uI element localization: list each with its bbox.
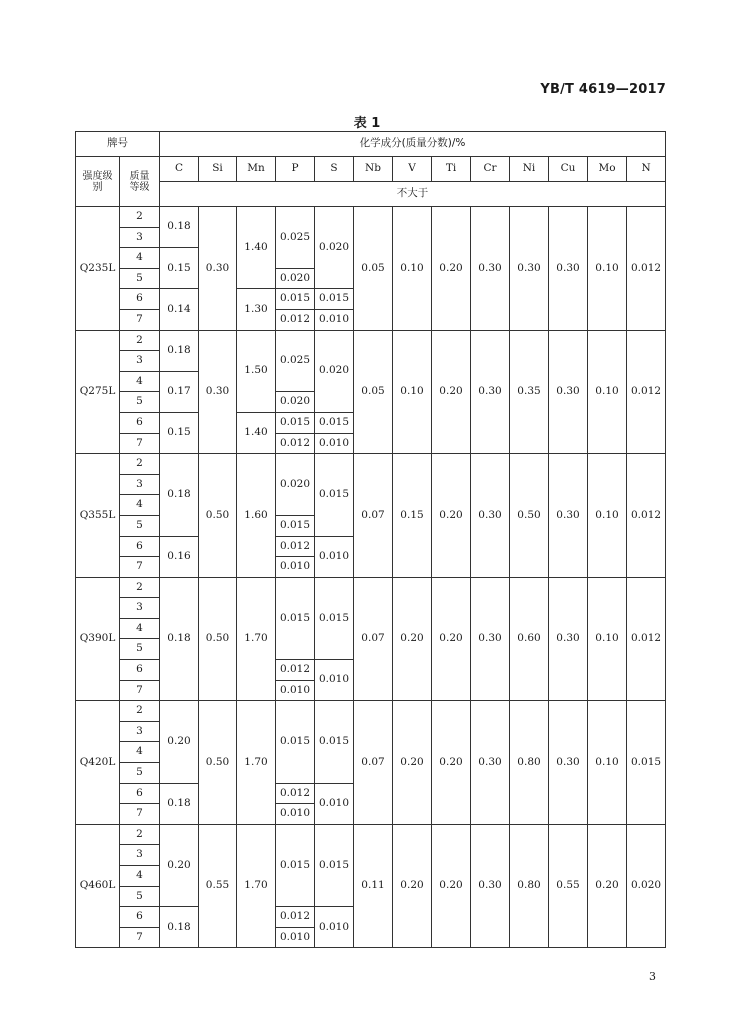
si-value-cell: 0.30 (199, 330, 237, 454)
s-value-cell: 0.015 (315, 454, 354, 536)
v-value-cell: 0.20 (393, 824, 432, 948)
n-value-cell: 0.020 (627, 824, 666, 948)
c-value-cell: 0.17 (160, 371, 199, 412)
c-value-cell: 0.18 (160, 207, 199, 248)
ni-value-cell: 0.35 (510, 330, 549, 454)
grade-cell: 6 (120, 412, 160, 433)
grade-cell: 3 (120, 721, 160, 742)
grade-cell: 4 (120, 866, 160, 887)
table-row (76, 824, 666, 845)
mo-value-cell: 0.10 (588, 577, 627, 701)
ti-value-cell: 0.20 (432, 330, 471, 454)
grade-cell: 4 (120, 618, 160, 639)
grade-cell: 2 (120, 330, 160, 351)
brand-cell: Q390L (76, 577, 120, 701)
brand-cell: Q275L (76, 330, 120, 454)
c-value-cell: 0.20 (160, 701, 199, 783)
p-value-cell: 0.012 (276, 907, 315, 928)
n-value-cell: 0.012 (627, 330, 666, 454)
grade-cell: 2 (120, 701, 160, 722)
si-value-cell: 0.30 (199, 207, 237, 331)
header-not-greater: 不大于 (160, 182, 666, 207)
n-value-cell: 0.012 (627, 207, 666, 331)
s-value-cell: 0.015 (315, 701, 354, 783)
grade-cell: 7 (120, 804, 160, 825)
table-row (76, 577, 666, 598)
chemical-composition-table (75, 131, 666, 948)
header-element: C (160, 157, 199, 182)
grade-cell: 7 (120, 927, 160, 948)
p-value-cell: 0.010 (276, 927, 315, 948)
s-value-cell: 0.015 (315, 289, 354, 310)
s-value-cell: 0.015 (315, 577, 354, 659)
header-element: P (276, 157, 315, 182)
n-value-cell: 0.015 (627, 701, 666, 825)
header-element: V (393, 157, 432, 182)
cr-value-cell: 0.30 (471, 454, 510, 578)
mo-value-cell: 0.10 (588, 454, 627, 578)
nb-value-cell: 0.11 (354, 824, 393, 948)
grade-cell: 4 (120, 371, 160, 392)
p-value-cell: 0.015 (276, 701, 315, 783)
s-value-cell: 0.010 (315, 433, 354, 454)
cr-value-cell: 0.30 (471, 207, 510, 331)
table-row (76, 454, 666, 475)
p-value-cell: 0.025 (276, 330, 315, 392)
grade-cell: 3 (120, 227, 160, 248)
si-value-cell: 0.55 (199, 824, 237, 948)
page-number: 3 (649, 970, 656, 983)
header-brand: 牌号 (76, 132, 160, 157)
mn-value-cell: 1.40 (237, 207, 276, 289)
p-value-cell: 0.012 (276, 433, 315, 454)
header-chem: 化学成分(质量分数)/% (160, 132, 666, 157)
p-value-cell: 0.012 (276, 309, 315, 330)
ti-value-cell: 0.20 (432, 824, 471, 948)
si-value-cell: 0.50 (199, 701, 237, 825)
header-element: Ni (510, 157, 549, 182)
grade-cell: 7 (120, 433, 160, 454)
s-value-cell: 0.010 (315, 907, 354, 948)
cr-value-cell: 0.30 (471, 577, 510, 701)
ti-value-cell: 0.20 (432, 701, 471, 825)
ni-value-cell: 0.30 (510, 207, 549, 331)
ti-value-cell: 0.20 (432, 207, 471, 331)
cu-value-cell: 0.30 (549, 330, 588, 454)
header-row-2 (76, 157, 666, 182)
grade-cell: 7 (120, 557, 160, 578)
grade-cell: 5 (120, 268, 160, 289)
grade-cell: 2 (120, 577, 160, 598)
nb-value-cell: 0.05 (354, 330, 393, 454)
p-value-cell: 0.025 (276, 207, 315, 269)
mn-value-cell: 1.70 (237, 824, 276, 948)
ni-value-cell: 0.80 (510, 701, 549, 825)
s-value-cell: 0.010 (315, 783, 354, 824)
mo-value-cell: 0.10 (588, 207, 627, 331)
mo-value-cell: 0.20 (588, 824, 627, 948)
p-value-cell: 0.010 (276, 804, 315, 825)
p-value-cell: 0.020 (276, 392, 315, 413)
c-value-cell: 0.20 (160, 824, 199, 906)
table-row (76, 701, 666, 722)
header-quality: 质量等级 (120, 157, 160, 207)
ni-value-cell: 0.80 (510, 824, 549, 948)
p-value-cell: 0.015 (276, 824, 315, 906)
v-value-cell: 0.10 (393, 330, 432, 454)
grade-cell: 4 (120, 495, 160, 516)
c-value-cell: 0.15 (160, 248, 199, 289)
header-element: Mn (237, 157, 276, 182)
table-row (76, 330, 666, 351)
grade-cell: 7 (120, 680, 160, 701)
s-value-cell: 0.015 (315, 412, 354, 433)
ni-value-cell: 0.60 (510, 577, 549, 701)
grade-cell: 2 (120, 824, 160, 845)
grade-cell: 2 (120, 454, 160, 475)
nb-value-cell: 0.05 (354, 207, 393, 331)
c-value-cell: 0.14 (160, 289, 199, 330)
cr-value-cell: 0.30 (471, 330, 510, 454)
p-value-cell: 0.015 (276, 577, 315, 659)
mn-value-cell: 1.70 (237, 701, 276, 825)
grade-cell: 7 (120, 309, 160, 330)
cu-value-cell: 0.30 (549, 454, 588, 578)
si-value-cell: 0.50 (199, 454, 237, 578)
c-value-cell: 0.18 (160, 783, 199, 824)
nb-value-cell: 0.07 (354, 577, 393, 701)
grade-cell: 6 (120, 536, 160, 557)
cu-value-cell: 0.30 (549, 577, 588, 701)
grade-cell: 5 (120, 886, 160, 907)
header-element: Nb (354, 157, 393, 182)
mn-value-cell: 1.30 (237, 289, 276, 330)
brand-cell: Q235L (76, 207, 120, 331)
n-value-cell: 0.012 (627, 577, 666, 701)
header-strength: 强度级别 (76, 157, 120, 207)
p-value-cell: 0.015 (276, 412, 315, 433)
nb-value-cell: 0.07 (354, 454, 393, 578)
s-value-cell: 0.015 (315, 824, 354, 906)
cr-value-cell: 0.30 (471, 701, 510, 825)
grade-cell: 4 (120, 742, 160, 763)
grade-cell: 5 (120, 515, 160, 536)
cu-value-cell: 0.55 (549, 824, 588, 948)
brand-cell: Q420L (76, 701, 120, 825)
c-value-cell: 0.16 (160, 536, 199, 577)
header-element: Ti (432, 157, 471, 182)
grade-cell: 5 (120, 639, 160, 660)
grade-cell: 5 (120, 763, 160, 784)
s-value-cell: 0.020 (315, 207, 354, 289)
p-value-cell: 0.020 (276, 268, 315, 289)
standard-code: YB/T 4619—2017 (540, 82, 666, 97)
grade-cell: 3 (120, 845, 160, 866)
v-value-cell: 0.20 (393, 701, 432, 825)
ni-value-cell: 0.50 (510, 454, 549, 578)
c-value-cell: 0.18 (160, 577, 199, 701)
si-value-cell: 0.50 (199, 577, 237, 701)
grade-cell: 5 (120, 392, 160, 413)
p-value-cell: 0.010 (276, 557, 315, 578)
grade-cell: 3 (120, 351, 160, 372)
s-value-cell: 0.020 (315, 330, 354, 412)
v-value-cell: 0.10 (393, 207, 432, 331)
grade-cell: 6 (120, 783, 160, 804)
s-value-cell: 0.010 (315, 536, 354, 577)
c-value-cell: 0.18 (160, 454, 199, 536)
header-row-1 (76, 132, 666, 157)
header-element: N (627, 157, 666, 182)
cr-value-cell: 0.30 (471, 824, 510, 948)
header-row-3 (76, 182, 666, 207)
grade-cell: 6 (120, 660, 160, 681)
s-value-cell: 0.010 (315, 309, 354, 330)
grade-cell: 6 (120, 907, 160, 928)
v-value-cell: 0.15 (393, 454, 432, 578)
ti-value-cell: 0.20 (432, 454, 471, 578)
p-value-cell: 0.010 (276, 680, 315, 701)
header-element: Cu (549, 157, 588, 182)
grade-cell: 2 (120, 207, 160, 228)
c-value-cell: 0.15 (160, 412, 199, 453)
p-value-cell: 0.012 (276, 660, 315, 681)
grade-cell: 3 (120, 598, 160, 619)
header-element: Mo (588, 157, 627, 182)
cu-value-cell: 0.30 (549, 207, 588, 331)
cu-value-cell: 0.30 (549, 701, 588, 825)
brand-cell: Q355L (76, 454, 120, 578)
mn-value-cell: 1.70 (237, 577, 276, 701)
p-value-cell: 0.012 (276, 536, 315, 557)
ti-value-cell: 0.20 (432, 577, 471, 701)
header-element: Si (199, 157, 237, 182)
mn-value-cell: 1.50 (237, 330, 276, 412)
c-value-cell: 0.18 (160, 907, 199, 948)
mo-value-cell: 0.10 (588, 330, 627, 454)
s-value-cell: 0.010 (315, 660, 354, 701)
table-title: 表 1 (353, 116, 381, 131)
p-value-cell: 0.015 (276, 515, 315, 536)
mn-value-cell: 1.60 (237, 454, 276, 578)
p-value-cell: 0.012 (276, 783, 315, 804)
v-value-cell: 0.20 (393, 577, 432, 701)
grade-cell: 4 (120, 248, 160, 269)
brand-cell: Q460L (76, 824, 120, 948)
p-value-cell: 0.015 (276, 289, 315, 310)
header-element: S (315, 157, 354, 182)
nb-value-cell: 0.07 (354, 701, 393, 825)
mo-value-cell: 0.10 (588, 701, 627, 825)
n-value-cell: 0.012 (627, 454, 666, 578)
p-value-cell: 0.020 (276, 454, 315, 516)
c-value-cell: 0.18 (160, 330, 199, 371)
mn-value-cell: 1.40 (237, 412, 276, 453)
header-element: Cr (471, 157, 510, 182)
grade-cell: 3 (120, 474, 160, 495)
grade-cell: 6 (120, 289, 160, 310)
table-row (76, 207, 666, 228)
